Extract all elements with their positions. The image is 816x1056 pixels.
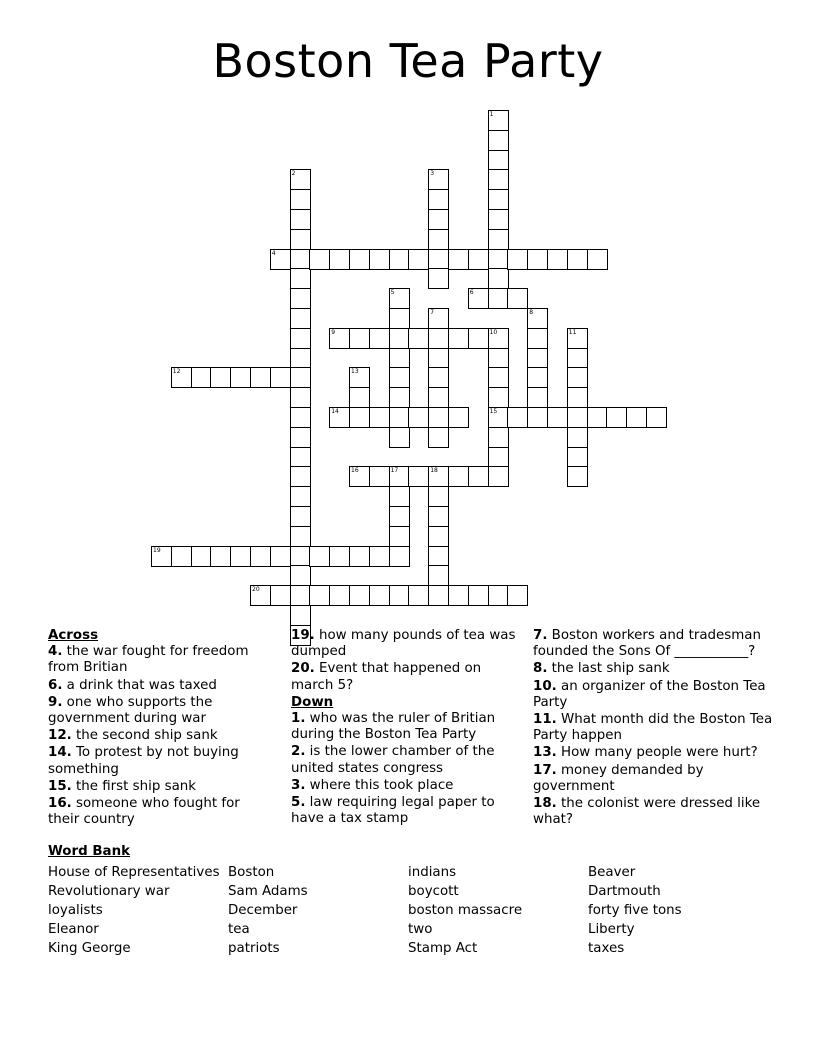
- clues-column-1: [48, 628, 270, 829]
- cell-number: 4: [271, 249, 276, 257]
- crossword-cell[interactable]: [606, 407, 627, 428]
- crossword-cell[interactable]: [270, 585, 291, 606]
- crossword-cell[interactable]: [527, 367, 548, 388]
- word-bank-item: House of Representatives: [48, 865, 220, 880]
- clue-down-5: 5. law requiring legal paper to have a tax stamp: [291, 795, 495, 827]
- crossword-cell[interactable]: [468, 585, 489, 606]
- crossword-cell[interactable]: [191, 546, 212, 567]
- crossword-cell[interactable]: [488, 328, 509, 349]
- crossword-cell[interactable]: [389, 546, 410, 567]
- clues-column-3: [533, 628, 773, 829]
- crossword-cell[interactable]: [349, 328, 370, 349]
- crossword-cell[interactable]: [428, 387, 449, 408]
- cell-number: 2: [291, 170, 296, 178]
- crossword-cell[interactable]: [507, 407, 528, 428]
- crossword-cell[interactable]: [290, 546, 311, 567]
- crossword-cell[interactable]: [468, 328, 489, 349]
- cell-number: 11: [568, 328, 577, 336]
- crossword-cell[interactable]: [290, 407, 311, 428]
- crossword-cell[interactable]: [468, 466, 489, 487]
- crossword-cell[interactable]: [230, 367, 251, 388]
- crossword-cell[interactable]: [507, 585, 528, 606]
- clues-column-2: [291, 628, 519, 828]
- clue-across-12: 12. the second ship sank: [48, 728, 218, 744]
- crossword-cell[interactable]: [488, 348, 509, 369]
- crossword-cell[interactable]: [171, 367, 192, 388]
- clue-across-19: 19. how many pounds of tea was dumped: [291, 628, 516, 660]
- page-title: Boston Tea Party: [212, 34, 604, 88]
- crossword-cell[interactable]: [191, 367, 212, 388]
- crossword-cell[interactable]: [488, 150, 509, 171]
- word-bank-item: Beaver: [588, 865, 636, 880]
- clue-across-15: 15. the first ship sank: [48, 778, 197, 794]
- crossword-cell[interactable]: [290, 169, 311, 190]
- clue-across-4: 4. the war fought for freedom from Britian: [48, 644, 249, 676]
- crossword-cell[interactable]: [428, 585, 449, 606]
- crossword-cell[interactable]: [290, 605, 311, 626]
- cell-number: 1: [489, 111, 494, 118]
- word-bank-item: King George: [48, 941, 131, 956]
- crossword-cell[interactable]: [349, 585, 370, 606]
- word-bank-column-4: [588, 863, 682, 958]
- crossword-cell[interactable]: [290, 209, 311, 230]
- crossword-cell[interactable]: [448, 407, 469, 428]
- clue-down-18: 18. the colonist were dressed like what?: [533, 796, 761, 828]
- crossword-cell[interactable]: [547, 249, 568, 270]
- clue-down-1: 1. who was the ruler of Britian during the Boston Tea Party: [291, 711, 496, 743]
- crossword-cell[interactable]: [329, 407, 350, 428]
- crossword-cell[interactable]: [329, 328, 350, 349]
- across-heading: Across: [48, 628, 99, 643]
- cell-number: 5: [390, 289, 395, 297]
- crossword-cell[interactable]: [389, 585, 410, 606]
- cell-number: 9: [331, 328, 336, 336]
- crossword-cell[interactable]: [290, 387, 311, 408]
- crossword-cell[interactable]: [428, 249, 449, 270]
- crossword-cell[interactable]: [349, 546, 370, 567]
- crossword-cell[interactable]: [151, 546, 172, 567]
- crossword-cell[interactable]: [290, 585, 311, 606]
- crossword-cell[interactable]: [369, 585, 390, 606]
- cell-number: 8: [529, 309, 534, 316]
- cell-number: 7: [430, 309, 435, 316]
- crossword-cell[interactable]: [270, 546, 291, 567]
- crossword-cell[interactable]: [567, 328, 588, 349]
- crossword-cell[interactable]: [369, 546, 390, 567]
- crossword-cell[interactable]: [428, 565, 449, 586]
- crossword-cell[interactable]: [527, 328, 548, 349]
- cell-number: 16: [351, 467, 359, 475]
- word-bank-heading: Word Bank: [48, 844, 131, 859]
- word-bank-item: Dartmouth: [588, 884, 661, 899]
- crossword-cell[interactable]: [290, 565, 311, 586]
- cell-number: 13: [351, 368, 359, 376]
- cell-number: 15: [489, 408, 498, 415]
- cell-number: 19: [153, 546, 161, 554]
- crossword-cell[interactable]: [389, 367, 410, 388]
- crossword-cell[interactable]: [210, 546, 231, 567]
- clue-across-9: 9. one who supports the government during war: [48, 694, 213, 727]
- crossword-cell[interactable]: [448, 328, 469, 349]
- crossword-cell[interactable]: [290, 427, 311, 448]
- crossword-cell[interactable]: [171, 546, 192, 567]
- crossword-cell[interactable]: [428, 169, 449, 190]
- crossword-cell[interactable]: [389, 288, 410, 309]
- crossword-cell[interactable]: [349, 407, 370, 428]
- crossword-cell[interactable]: [567, 249, 588, 270]
- crossword-cell[interactable]: [369, 407, 390, 428]
- word-bank-item: indians: [408, 865, 457, 880]
- crossword-cell[interactable]: [488, 209, 509, 230]
- crossword-cell[interactable]: [309, 585, 330, 606]
- crossword-cell[interactable]: [587, 249, 608, 270]
- crossword-cell[interactable]: [428, 308, 449, 329]
- crossword-cell[interactable]: [290, 526, 311, 547]
- crossword-cell[interactable]: [448, 466, 469, 487]
- crossword-cell[interactable]: [309, 546, 330, 567]
- crossword-cell[interactable]: [408, 249, 429, 270]
- crossword-cell[interactable]: [507, 288, 528, 309]
- crossword-cell[interactable]: [290, 447, 311, 468]
- crossword-cell[interactable]: [428, 506, 449, 527]
- word-bank-column-3: [408, 863, 522, 958]
- crossword-cell[interactable]: [270, 367, 291, 388]
- word-bank-item: Eleanor: [48, 922, 99, 937]
- crossword-cell[interactable]: [389, 328, 410, 349]
- crossword-cell[interactable]: [527, 348, 548, 369]
- crossword-cell[interactable]: [389, 387, 410, 408]
- word-bank-item: forty five tons: [588, 903, 682, 918]
- word-bank-item: taxes: [588, 941, 625, 956]
- clue-across-14: 14. To protest by not buying something: [48, 745, 239, 777]
- crossword-cell[interactable]: [428, 268, 449, 289]
- crossword-cell[interactable]: [408, 466, 429, 487]
- crossword-cell[interactable]: [290, 288, 311, 309]
- cell-number: 6: [469, 289, 474, 297]
- crossword-cell[interactable]: [428, 229, 449, 250]
- crossword-cell[interactable]: [349, 466, 370, 487]
- crossword-cell[interactable]: [488, 427, 509, 448]
- crossword-cell[interactable]: [349, 367, 370, 388]
- crossword-cell[interactable]: [646, 407, 667, 428]
- clue-down-11: 11. What month did the Boston Tea Party happen: [533, 712, 773, 744]
- cell-number: 10: [489, 328, 498, 336]
- cell-number: 20: [252, 586, 260, 594]
- crossword-cell[interactable]: [488, 447, 509, 468]
- cell-number: 14: [331, 408, 339, 415]
- crossword-cell[interactable]: [448, 585, 469, 606]
- clue-across-6: 6. a drink that was taxed: [48, 677, 217, 693]
- crossword-cell[interactable]: [527, 387, 548, 408]
- crossword-cell[interactable]: [428, 546, 449, 567]
- clue-across-16: 16. someone who fought for their country: [48, 796, 240, 828]
- crossword-cell[interactable]: [230, 546, 251, 567]
- crossword-cell[interactable]: [369, 466, 390, 487]
- crossword-cell[interactable]: [488, 130, 509, 151]
- word-bank-item: December: [228, 903, 298, 918]
- crossword-cell[interactable]: [290, 189, 311, 210]
- crossword-cell[interactable]: [250, 546, 271, 567]
- crossword-cell[interactable]: [250, 585, 271, 606]
- crossword-cell[interactable]: [290, 367, 311, 388]
- crossword-cell[interactable]: [349, 387, 370, 408]
- crossword-cell[interactable]: [567, 466, 588, 487]
- crossword-cell[interactable]: [408, 407, 429, 428]
- crossword-cell[interactable]: [488, 585, 509, 606]
- crossword-cell[interactable]: [567, 387, 588, 408]
- crossword-cell[interactable]: [329, 546, 350, 567]
- crossword-cell[interactable]: [428, 526, 449, 547]
- crossword-cell[interactable]: [290, 249, 311, 270]
- crossword-cell[interactable]: [488, 249, 509, 270]
- crossword-cell[interactable]: [567, 407, 588, 428]
- crossword-cell[interactable]: [210, 367, 231, 388]
- cell-number: 18: [430, 467, 438, 475]
- crossword-cell[interactable]: [408, 585, 429, 606]
- crossword-cell[interactable]: [488, 268, 509, 289]
- word-bank-item: Liberty: [588, 922, 635, 937]
- crossword-cell[interactable]: [547, 407, 568, 428]
- crossword-cell[interactable]: [567, 447, 588, 468]
- crossword-cell[interactable]: [587, 407, 608, 428]
- crossword-cell[interactable]: [527, 249, 548, 270]
- crossword-cell[interactable]: [468, 249, 489, 270]
- crossword-cell[interactable]: [290, 328, 311, 349]
- crossword-cell[interactable]: [626, 407, 647, 428]
- crossword-cell[interactable]: [349, 249, 370, 270]
- clue-down-17: 17. money demanded by government: [533, 762, 704, 794]
- word-bank-item: patriots: [228, 941, 280, 956]
- crossword-cell[interactable]: [488, 189, 509, 210]
- crossword-cell[interactable]: [488, 169, 509, 190]
- crossword-cell[interactable]: [290, 466, 311, 487]
- clue-down-10: 10. an organizer of the Boston Tea Party: [533, 678, 766, 710]
- clue-down-2: 2. is the lower chamber of the united states congress: [291, 744, 495, 776]
- word-bank-item: Stamp Act: [408, 941, 478, 956]
- crossword-cell[interactable]: [507, 249, 528, 270]
- crossword-cell[interactable]: [309, 249, 330, 270]
- crossword-cell[interactable]: [567, 367, 588, 388]
- clue-down-13: 13. How many people were hurt?: [533, 745, 758, 761]
- crossword-cell[interactable]: [290, 268, 311, 289]
- crossword-cell[interactable]: [488, 367, 509, 388]
- crossword-cell[interactable]: [488, 110, 509, 131]
- word-bank-item: two: [408, 922, 433, 937]
- crossword-cell[interactable]: [389, 308, 410, 329]
- crossword-cell[interactable]: [389, 506, 410, 527]
- crossword-cell[interactable]: [290, 348, 311, 369]
- crossword-cell[interactable]: [408, 328, 429, 349]
- crossword-cell[interactable]: [290, 308, 311, 329]
- crossword-cell[interactable]: [369, 328, 390, 349]
- crossword-cell[interactable]: [527, 407, 548, 428]
- crossword-cell[interactable]: [329, 249, 350, 270]
- word-bank-item: loyalists: [48, 903, 103, 918]
- crossword-cell[interactable]: [290, 229, 311, 250]
- word-bank-item: Revolutionary war: [48, 884, 170, 899]
- clue-across-20: 20. Event that happened on march 5?: [291, 661, 482, 693]
- crossword-cell[interactable]: [567, 348, 588, 369]
- crossword-cell[interactable]: [389, 348, 410, 369]
- crossword-cell[interactable]: [567, 427, 588, 448]
- crossword-cell[interactable]: [389, 466, 410, 487]
- crossword-cell[interactable]: [527, 308, 548, 329]
- crossword-cell[interactable]: [250, 367, 271, 388]
- crossword-cell[interactable]: [389, 249, 410, 270]
- word-bank-column-1: [48, 863, 220, 958]
- crossword-cell[interactable]: [488, 407, 509, 428]
- crossword-cell[interactable]: [488, 229, 509, 250]
- crossword-cell[interactable]: [389, 427, 410, 448]
- word-bank-item: tea: [228, 922, 250, 937]
- down-heading: Down: [291, 694, 334, 710]
- crossword-cell[interactable]: [428, 486, 449, 507]
- word-bank-column-2: [228, 863, 308, 958]
- clue-down-3: 3. where this took place: [291, 777, 454, 793]
- crossword-cell[interactable]: [488, 387, 509, 408]
- crossword-cell[interactable]: [428, 328, 449, 349]
- crossword-cell[interactable]: [369, 249, 390, 270]
- clue-down-8: 8. the last ship sank: [533, 661, 670, 677]
- cell-number: 12: [172, 368, 181, 376]
- crossword-cell[interactable]: [488, 466, 509, 487]
- word-bank-item: boycott: [408, 884, 459, 899]
- crossword-cell[interactable]: [428, 189, 449, 210]
- cell-number: 3: [430, 170, 435, 178]
- crossword-cell[interactable]: [488, 288, 509, 309]
- crossword-cell[interactable]: [448, 249, 469, 270]
- crossword-cell[interactable]: [270, 249, 291, 270]
- word-bank-item: Boston: [228, 865, 275, 880]
- crossword-cell[interactable]: [290, 486, 311, 507]
- crossword-cell[interactable]: [468, 288, 489, 309]
- crossword-cell[interactable]: [329, 585, 350, 606]
- crossword-cell[interactable]: [389, 486, 410, 507]
- crossword-cell[interactable]: [428, 407, 449, 428]
- clue-down-7: 7. Boston workers and tradesman founded the Sons Of ___________?: [533, 628, 761, 660]
- crossword-cell[interactable]: [428, 427, 449, 448]
- word-bank-item: Sam Adams: [228, 884, 308, 899]
- crossword-cell[interactable]: [428, 466, 449, 487]
- crossword-cell[interactable]: [389, 407, 410, 428]
- cell-number: 17: [390, 467, 399, 475]
- crossword-cell[interactable]: [290, 506, 311, 527]
- crossword-cell[interactable]: [428, 209, 449, 230]
- crossword-cell[interactable]: [389, 526, 410, 547]
- crossword-cell[interactable]: [428, 348, 449, 369]
- word-bank-item: boston massacre: [408, 903, 523, 918]
- crossword-cell[interactable]: [428, 367, 449, 388]
